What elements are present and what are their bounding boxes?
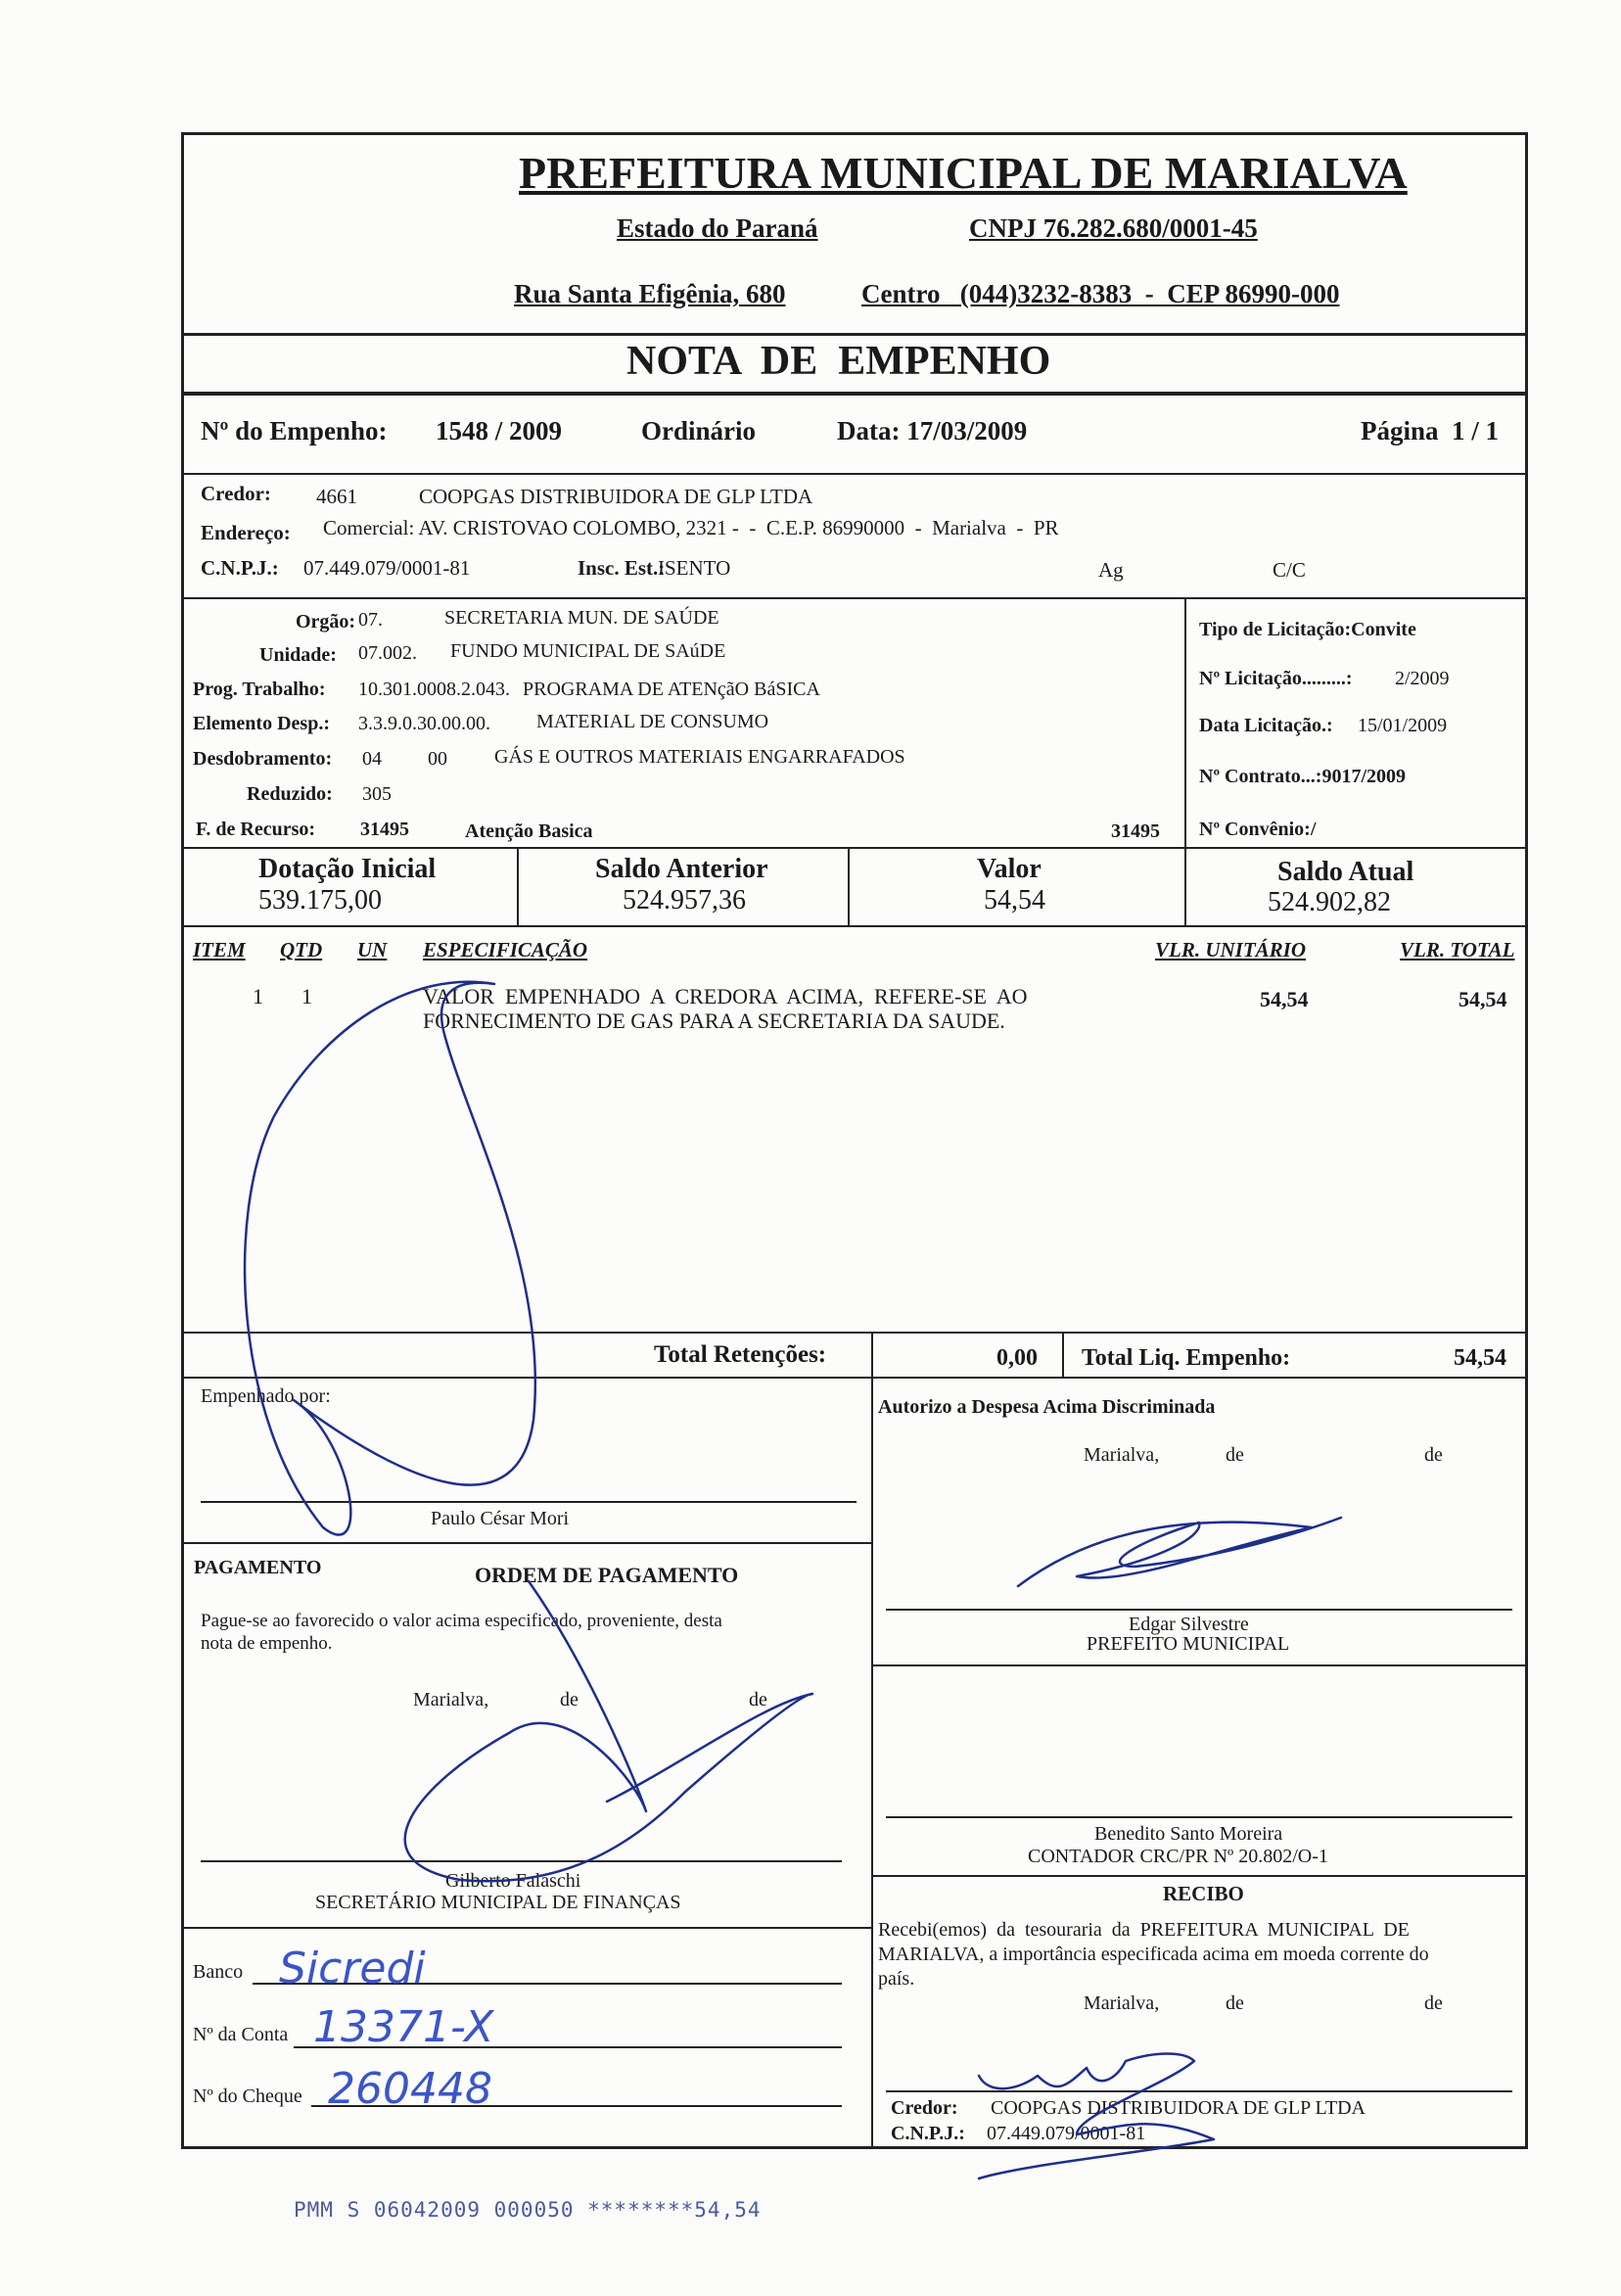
pagamento-label: PAGAMENTO [194, 1557, 322, 1578]
banco-handwritten: Sicredi [279, 1944, 426, 1993]
prefeitura-title: PREFEITURA MUNICIPAL DE MARIALVA [519, 148, 1408, 198]
prog-name: PROGRAMA DE ATENçãO BáSICA [523, 679, 820, 700]
total-retencoes-label: Total Retenções: [654, 1341, 827, 1368]
ie-label: Insc. Est.: [578, 556, 666, 580]
recibo-signature [979, 2054, 1214, 2179]
banco-label: Banco [193, 1961, 244, 1983]
numero-licitacao-label: Nº Licitação.........: [1199, 668, 1353, 689]
recibo-credor-label: Credor: [891, 2097, 958, 2119]
desd-a: 04 [362, 748, 382, 770]
conta-handwritten: 13371-X [313, 2002, 494, 2052]
row-desc-2: FORNECIMENTO DE GAS PARA A SECRETARIA DA SAUDE. [423, 1008, 1005, 1033]
state-label: Estado do Paraná [617, 213, 818, 243]
empenhado-por-label: Empenhado por: [201, 1385, 331, 1407]
conta-label: Nº da Conta [193, 2024, 289, 2045]
credor-code: 4661 [316, 485, 357, 508]
prog-code: 10.301.0008.2.043. [358, 679, 510, 700]
data-licitacao: 15/01/2009 [1358, 715, 1448, 736]
page-number: Página 1 / 1 [1361, 416, 1500, 445]
saldo-atual: 524.902,82 [1268, 887, 1391, 917]
cheque-handwritten: 260448 [328, 2064, 492, 2114]
row-item: 1 [253, 984, 263, 1008]
orgao-name: SECRETARIA MUN. DE SAÚDE [444, 607, 719, 629]
cheque-label: Nº do Cheque [193, 2085, 302, 2107]
cnpj-field-label: C.N.P.J.: [201, 556, 279, 580]
dotacao-inicial: 539.175,00 [258, 885, 382, 915]
elem-code: 3.3.9.0.30.00.00. [358, 713, 490, 734]
unidade-code: 07.002. [358, 642, 417, 664]
pagamento-cidade: Marialva, [413, 1689, 489, 1710]
financas-cargo: SECRETÁRIO MUNICIPAL DE FINANÇAS [315, 1892, 681, 1913]
recibo-cnpj: 07.449.079/0001-81 [987, 2123, 1146, 2144]
credor-address: Comercial: AV. CRISTOVAO COLOMBO, 2321 - - C.E.P. 86990000 - Marialva - PR [323, 516, 1059, 539]
orgao-code: 07. [358, 609, 383, 631]
col-vlr-unitario: VLR. UNITÁRIO [1155, 938, 1307, 961]
cnpj-label: CNPJ 76.282.680/0001-45 [969, 213, 1258, 243]
phone-label: Centro (044)3232-8383 - CEP 86990-000 [861, 279, 1340, 308]
dotacao-inicial-label: Dotação Inicial [258, 854, 437, 884]
elem-name: MATERIAL DE CONSUMO [536, 711, 769, 732]
recurso-name: Atenção Basica [465, 820, 593, 842]
prefeito-cargo: PREFEITO MUNICIPAL [1087, 1633, 1290, 1655]
row-qtd: 1 [301, 984, 312, 1008]
desd-b: 00 [428, 748, 447, 770]
valor-label: Valor [977, 854, 1042, 884]
col-vlr-total: VLR. TOTAL [1400, 938, 1515, 961]
doc-title: NOTA DE EMPENHO [626, 339, 1051, 384]
orgao-label: Orgão: [296, 611, 356, 633]
recurso-code: 31495 [360, 819, 409, 840]
row-desc-1: VALOR EMPENHADO A CREDORA ACIMA, REFERE-SE AO [423, 984, 1028, 1008]
prog-label: Prog. Trabalho: [193, 679, 326, 700]
col-qtd: QTD [280, 938, 323, 961]
autorizo-label: Autorizo a Despesa Acima Discriminada [878, 1396, 1216, 1418]
tipo-licitacao: Tipo de Licitação:Convite [1199, 619, 1416, 640]
contador-nome: Benedito Santo Moreira [1094, 1823, 1283, 1845]
desd-label: Desdobramento: [193, 748, 333, 770]
prefeito-nome: Edgar Silvestre [1129, 1614, 1249, 1635]
row-vlr-unitario: 54,54 [1260, 987, 1309, 1011]
empenho-type: Ordinário [641, 416, 757, 445]
numero-convenio: Nº Convênio:/ [1199, 819, 1317, 840]
ordem-pagamento-label: ORDEM DE PAGAMENTO [475, 1563, 739, 1587]
recibo-credor: COOPGAS DISTRIBUIDORA DE GLP LTDA [991, 2097, 1366, 2119]
unidade-name: FUNDO MUNICIPAL DE SAúDE [450, 640, 726, 662]
cc-label: C/C [1273, 558, 1306, 582]
desd-name: GÁS E OUTROS MATERIAIS ENGARRAFADOS [494, 746, 905, 768]
autorizo-de-1: de [1226, 1444, 1244, 1466]
financas-nome: Gilberto Falaschi [445, 1870, 581, 1892]
footer-machine-stamp: PMM S 06042009 000050 ********54,54 [294, 2198, 762, 2222]
empenhado-por-nome: Paulo César Mori [431, 1508, 570, 1529]
numero-licitacao: 2/2009 [1395, 668, 1450, 689]
credor-label: Credor: [201, 482, 271, 505]
col-item: ITEM [193, 938, 246, 961]
numero-contrato: Nº Contrato...:9017/2009 [1199, 766, 1407, 787]
recurso-code-2: 31495 [1111, 820, 1160, 842]
saldo-anterior-label: Saldo Anterior [595, 854, 768, 884]
elem-label: Elemento Desp.: [193, 713, 330, 734]
credor-cnpj: 07.449.079/0001-81 [303, 556, 471, 580]
recibo-title: RECIBO [1163, 1882, 1244, 1905]
recibo-de-2: de [1424, 1992, 1443, 2014]
reduzido-label: Reduzido: [247, 783, 333, 805]
address-label: Rua Santa Efigênia, 680 [514, 279, 786, 308]
pagamento-de-2: de [749, 1689, 767, 1710]
recibo-cnpj-label: C.N.P.J.: [891, 2123, 965, 2144]
total-liquido: 54,54 [1454, 1345, 1506, 1371]
ie-value: ISENTO [658, 556, 731, 580]
recurso-label: F. de Recurso: [196, 819, 316, 840]
pague-se-text-1: Pague-se ao favorecido o valor acima especificado, proveniente, desta [201, 1611, 722, 1631]
recibo-cidade: Marialva, [1084, 1992, 1160, 2014]
unidade-label: Unidade: [259, 644, 337, 666]
autorizo-de-2: de [1424, 1444, 1443, 1466]
col-especificacao: ESPECIFICAÇÃO [423, 938, 588, 961]
recibo-text-1: Recebi(emos) da tesouraria da PREFEITURA MUNICIPAL DE [878, 1919, 1410, 1941]
prefeito-signature [1018, 1518, 1341, 1586]
total-retencoes: 0,00 [996, 1345, 1038, 1371]
address-field-label: Endereço: [201, 521, 291, 544]
total-liquido-label: Total Liq. Empenho: [1082, 1345, 1291, 1371]
recibo-de-1: de [1226, 1992, 1244, 2014]
empenho-date: Data: 17/03/2009 [837, 416, 1028, 445]
empenhado-signature [245, 982, 535, 1535]
recibo-text-3: país. [878, 1968, 915, 1990]
contador-cargo: CONTADOR CRC/PR Nº 20.802/O-1 [1028, 1846, 1328, 1867]
pague-se-text-2: nota de empenho. [201, 1633, 333, 1654]
empenho-number: 1548 / 2009 [436, 416, 563, 445]
empenho-number-label: Nº do Empenho: [201, 416, 388, 445]
credor-name: COOPGAS DISTRIBUIDORA DE GLP LTDA [419, 485, 813, 508]
ag-label: Ag [1098, 558, 1124, 582]
data-licitacao-label: Data Licitação.: [1199, 715, 1333, 736]
saldo-atual-label: Saldo Atual [1277, 857, 1414, 887]
recibo-text-2: MARIALVA, a importância especificada acima em moeda corrente do [878, 1944, 1429, 1965]
col-un: UN [357, 938, 388, 961]
autorizo-cidade: Marialva, [1084, 1444, 1160, 1466]
row-vlr-total: 54,54 [1459, 987, 1507, 1011]
reduzido-value: 305 [362, 783, 392, 805]
saldo-anterior: 524.957,36 [623, 885, 746, 915]
pagamento-de-1: de [560, 1689, 579, 1710]
financas-signature [405, 1581, 812, 1881]
valor: 54,54 [984, 885, 1045, 915]
